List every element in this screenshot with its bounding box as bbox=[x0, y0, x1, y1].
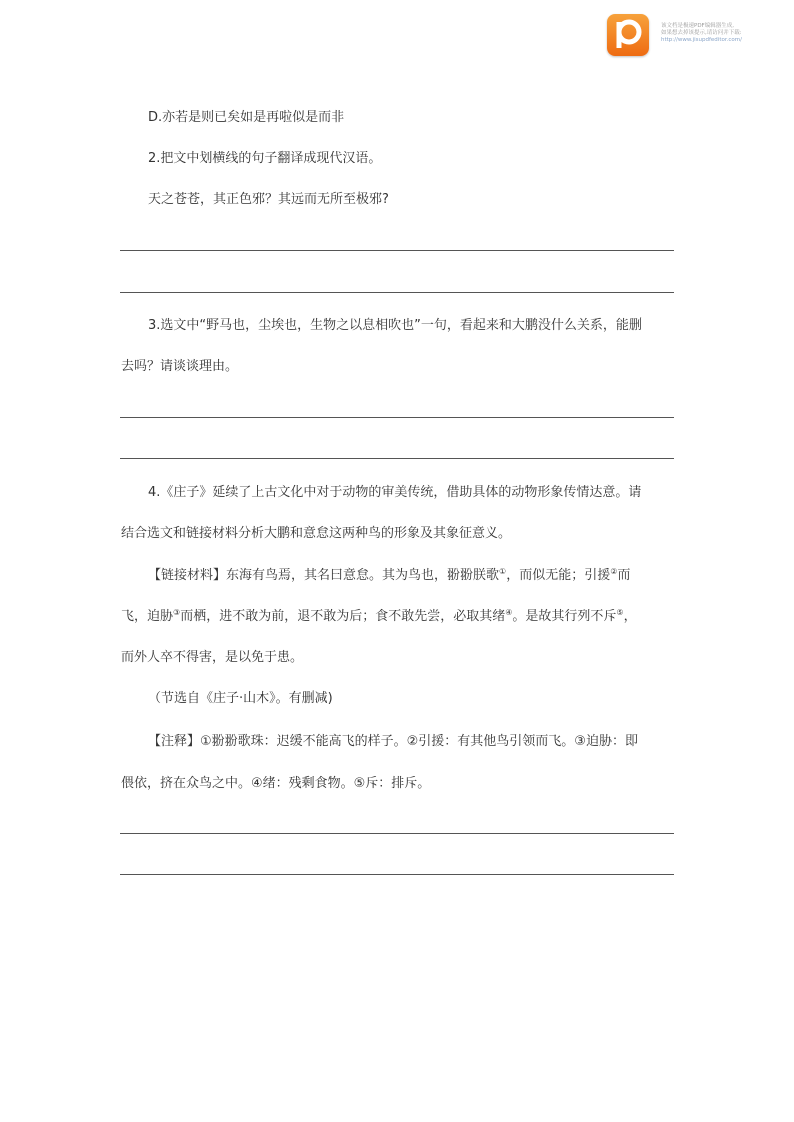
notice-line-1: 该文档是极速PDF编辑器生成, bbox=[661, 23, 734, 29]
answer-line bbox=[120, 874, 674, 875]
link-material-line-1 bbox=[148, 568, 630, 584]
source-citation: （节选自《庄子·山木》。有删减) bbox=[148, 691, 333, 706]
link-text: 而 bbox=[617, 568, 631, 583]
link-material-line-2 bbox=[121, 609, 637, 625]
link-text: 【链接材料】东海有鸟焉，其名曰意怠。其为鸟也，翂翂朕歌 bbox=[148, 568, 500, 583]
link-text: ， bbox=[623, 609, 637, 624]
answer-line bbox=[120, 417, 674, 418]
link-text: 而栖，进不敢为前，退不敢为后；食不敢先尝，必取其绪 bbox=[180, 609, 506, 624]
link-text: 。是故其行列不斥 bbox=[512, 609, 617, 624]
notice-line-2: 如果想去掉该提示,请访问并下载: bbox=[661, 30, 742, 36]
watermark-notice bbox=[661, 23, 789, 44]
notice-url[interactable]: http://www.jisupdfeditor.com/ bbox=[661, 37, 742, 43]
answer-line bbox=[120, 833, 674, 834]
question-3-line-1: 3.选文中“野马也，尘埃也，生物之以息相吹也”一句，看起来和大鹏没什么关系，能删 bbox=[148, 318, 642, 333]
answer-line bbox=[120, 250, 674, 251]
footnote-marker: ⑤ bbox=[616, 608, 624, 617]
option-d: D.亦若是则已矣如是再啦似是而非 bbox=[148, 110, 345, 125]
question-4-line-2: 结合选文和链接材料分析大鹏和意怠这两种鸟的形象及其象征意义。 bbox=[121, 526, 512, 541]
footnote-marker: ② bbox=[610, 567, 618, 576]
answer-line bbox=[120, 292, 674, 293]
notes-line-1: 【注释】①翂翂歌珠：迟缓不能高飞的样子。②引援：有其他鸟引领而飞。③迫胁：即 bbox=[148, 734, 638, 749]
footnote-marker: ③ bbox=[173, 608, 181, 617]
notes-line-2: 偎依，挤在众鸟之中。④绪：残剩食物。⑤斥：排斥。 bbox=[121, 776, 431, 791]
question-2: 2.把文中划横线的句子翻译成现代汉语。 bbox=[148, 151, 382, 166]
answer-line bbox=[120, 458, 674, 459]
question-4-line-1: 4.《庄子》延续了上古文化中对于动物的审美传统，借助具体的动物形象传情达意。请 bbox=[148, 485, 642, 500]
question-3-line-2: 去吗？请谈谈理由。 bbox=[121, 359, 239, 374]
link-text: ，而似无能；引援 bbox=[506, 568, 611, 583]
link-text: 飞，迫胁 bbox=[121, 609, 174, 624]
link-material-line-3: 而外人卒不得害，是以免于患。 bbox=[121, 650, 304, 665]
footnote-marker: ④ bbox=[505, 608, 513, 617]
pdf-editor-logo bbox=[607, 14, 649, 56]
footnote-marker: ① bbox=[499, 567, 507, 576]
question-2-sentence: 天之苍苍，其正色邪？其远而无所至极邪? bbox=[148, 192, 389, 207]
p-letter-icon bbox=[607, 14, 649, 56]
